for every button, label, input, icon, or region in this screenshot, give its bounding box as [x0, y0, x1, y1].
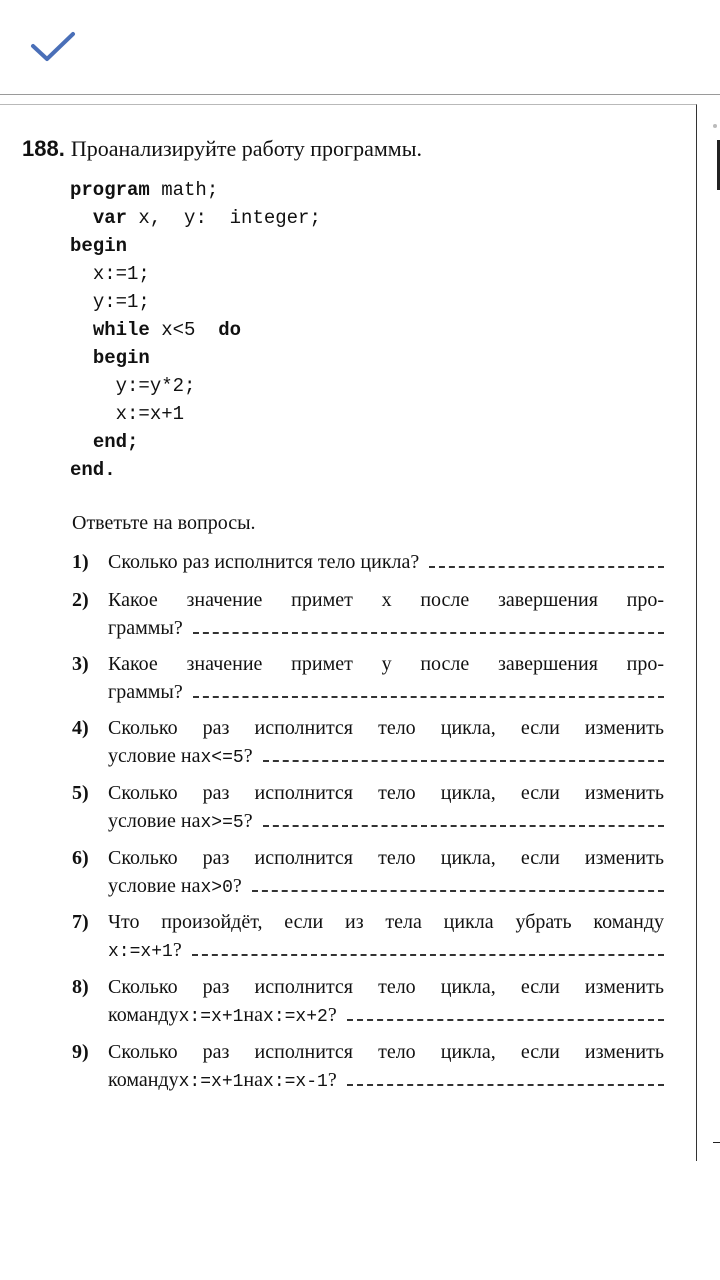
task-header [22, 136, 422, 162]
page-edge-tick [713, 1142, 720, 1143]
question-4: 4) Сколько раз исполнится тело цикла, если изменить условие на x<=5 ? [72, 717, 664, 768]
code-line: while x<5 do [92, 319, 242, 341]
answer-line[interactable] [193, 618, 664, 634]
question-2: 2) Какое значение примет x после завершения про- граммы? [72, 589, 664, 639]
code-line: var x, y: integer; [92, 207, 321, 229]
top-bar [0, 0, 720, 95]
question-9: 9) Сколько раз исполнится тело цикла, если изменить команду x:=x+1 на x:=x-1 ? [72, 1041, 664, 1092]
question-6: 6) Сколько раз исполнится тело цикла, если изменить условие на x>0 ? [72, 847, 664, 898]
page-edge-dot [713, 124, 717, 128]
question-5: 5) Сколько раз исполнится тело цикла, если изменить условие на x>=5 ? [72, 782, 664, 833]
answer-line[interactable] [263, 811, 664, 827]
program-code [70, 176, 321, 484]
code-line: end; [92, 431, 139, 453]
checkmark-icon[interactable] [30, 30, 76, 64]
code-line: end. [70, 459, 116, 481]
answer-line[interactable] [192, 940, 664, 956]
code-line: x:=1; [92, 263, 150, 285]
question-1: 1) Сколько раз исполнится тело цикла? [72, 548, 664, 576]
code-line: program math; [70, 179, 219, 201]
code-line: begin [70, 235, 128, 257]
question-7: 7) Что произойдёт, если из тела цикла убрать команду x:=x+1 ? [72, 911, 664, 962]
code-line: y:=1; [92, 291, 150, 313]
code-line: begin [92, 347, 150, 369]
task-title: Проанализируйте работу программы. [70, 136, 422, 161]
answer-line[interactable] [347, 1005, 664, 1021]
question-8: 8) Сколько раз исполнится тело цикла, если изменить команду x:=x+1 на x:=x+2 ? [72, 976, 664, 1027]
answers-header: Ответьте на вопросы. [72, 512, 256, 534]
answer-line[interactable] [347, 1070, 664, 1086]
next-page-edge [697, 104, 720, 1160]
answer-line[interactable] [193, 682, 664, 698]
code-line: x:=x+1 [115, 403, 185, 425]
question-3: 3) Какое значение примет y после завершения про- граммы? [72, 653, 664, 703]
answer-line[interactable] [429, 552, 664, 568]
code-line: y:=y*2; [115, 375, 196, 397]
task-number: 188. [22, 136, 65, 161]
answer-line[interactable] [252, 876, 664, 892]
answer-line[interactable] [263, 746, 664, 762]
